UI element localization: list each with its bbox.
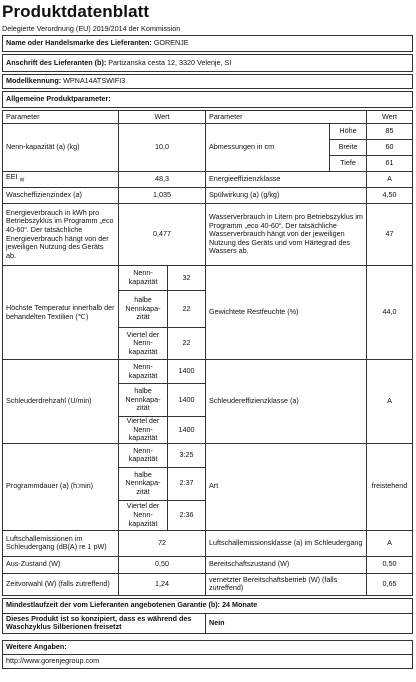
energy-consumption-label: Energieverbrauch in kWh pro Betriebszyklus im Programm „eco 40-60“. Der tatsächliche Energieverbrauch hängt von der jeweiligen Nutzung des Geräts ab. [3,204,119,266]
moisture-value: 44,0 [367,266,413,360]
guarantee-row [3,598,413,613]
regulation-subtitle: Delegierte Verordnung (EU) 2019/2014 der Kommission [2,24,181,33]
duration-quarter-label: Viertel der Nenn-kapazität [119,500,168,530]
standby-value: 0,50 [367,556,413,573]
energy-class-label: Energieeffizienzklasse [206,172,367,188]
silver-ions-label: Dieses Produkt ist so konzipiert, dass es während des Waschzyklus Silberionen freisetzt [3,613,206,633]
spin-half-value: 1400 [168,384,206,417]
washing-label: Wascheffizienzindex (a) [3,188,119,204]
eei-value: 48,3 [119,172,206,188]
consumption-row [3,204,413,266]
supplier-name-label: Name oder Handelsmarke des Lieferanten: [6,38,152,48]
depth-label: Tiefe [330,156,367,172]
general-heading: Allgemeine Produktparameter: [3,92,413,108]
height-label: Höhe [330,124,367,140]
max-temp-quarter-label: Viertel der Nenn-kapazität [119,328,168,360]
rinsing-value: 4,50 [367,188,413,204]
general-heading-row [3,92,413,108]
width-value: 60 [367,140,413,156]
spin-rated-label: Nenn-kapazität [119,360,168,384]
rinsing-label: Spülwirkung (a) (g/kg) [206,188,367,204]
noise-value: 72 [119,530,206,556]
delay-start-value: 1,24 [119,573,206,595]
model-row [3,75,413,89]
silver-ions-row [3,613,413,633]
noise-row [3,530,413,556]
further-info-link[interactable]: http://www.gorenjegroup.com [3,654,413,668]
spin-half-label: halbe Nennkapa-zität [119,384,168,417]
duration-rated-value: 3:25 [168,443,206,467]
duration-half-label: halbe Nennkapa-zität [119,467,168,500]
further-info-heading-row [3,640,413,654]
duration-label: Programmdauer (a) (h:min) [3,443,119,530]
guarantee-label: Mindestlaufzeit der vom Lieferanten angebotenen Garantie (b): [6,600,221,610]
col-param-right: Parameter [206,111,367,124]
max-temp-quarter-value: 22 [168,328,206,360]
guarantee-value: 24 Monate [222,600,258,610]
off-mode-row [3,556,413,573]
supplier-address-value: Partizanska cesta 12, 3320 Velenje, SI [108,57,232,67]
depth-value: 61 [367,156,413,172]
spin-class-label: Schleudereffizienzklasse (a) [206,360,367,444]
model-value: WPNA14ATSWIFI3 [63,76,126,86]
washing-row [3,188,413,204]
column-header-row [3,111,413,124]
further-info-row [3,654,413,668]
standby-label: Bereitschaftszustand (W) [206,556,367,573]
water-consumption-label: Wasserverbrauch in Litern pro Betriebszyklus im Programm „eco 40-60“. Der tatsächliche Wasserverbrauch hängt von der jeweiligen Nutzung des Geräts und vom Härtegrad des Wassers ab. [206,204,367,266]
delay-row [3,573,413,595]
eei-subscript: W [19,177,25,184]
duration-half-value: 2:37 [168,467,206,500]
spin-class-value: A [367,360,413,444]
col-value-left: Wert [119,111,206,124]
noise-label: Luftschallemissionen im Schleudergang (dB(A) re 1 pW) [3,530,119,556]
supplier-name-value: GORENJE [153,38,189,48]
max-temp-rated-label: Nenn-kapazität [119,266,168,291]
model-label: Modellkennung: [6,76,62,86]
dimensions-label: Abmessungen in cm [206,124,330,172]
off-mode-label: Aus-Zustand (W) [3,556,119,573]
max-temp-label: Höchste Temperatur innerhalb der behandelten Textilien (℃) [3,266,119,360]
further-info-label: Weitere Angaben: [3,640,413,654]
col-value-right: Wert [367,111,413,124]
duration-quarter-value: 2:36 [168,500,206,530]
max-temp-half-value: 22 [168,291,206,328]
supplier-name-row [3,36,413,52]
networked-standby-value: 0,65 [367,573,413,595]
max-temp-half-label: halbe Nennkapa-zität [119,291,168,328]
col-param-left: Parameter [3,111,119,124]
eei-label: EEI [6,172,18,182]
data-sheet-table [2,35,413,669]
noise-class-label: Luftschallemissionsklasse (a) im Schleudergang [206,530,367,556]
washing-value: 1,035 [119,188,206,204]
capacity-value: 10,0 [119,124,206,172]
water-consumption-value: 47 [367,204,413,266]
moisture-label: Gewichtete Restfeuchte (%) [206,266,367,360]
type-label: Art [206,443,367,530]
supplier-address-label: Anschrift des Lieferanten (b): [6,57,107,67]
noise-class-value: A [367,530,413,556]
capacity-label: Nenn-kapazität (a) (kg) [3,124,119,172]
height-value: 85 [367,124,413,140]
energy-consumption-value: 0,477 [119,204,206,266]
spin-label: Schleuderdrehzahl (U/min) [3,360,119,444]
page-title: Produktdatenblatt [2,2,150,21]
networked-standby-label: vernetzter Bereitschaftsbetrieb (W) (falls zutreffend) [206,573,367,595]
silver-ions-value: Nein [206,613,413,633]
spin-quarter-value: 1400 [168,417,206,444]
delay-start-label: Zeitvorwahl (W) (falls zutreffend) [3,573,119,595]
supplier-address-row [3,55,413,72]
off-mode-value: 0,50 [119,556,206,573]
energy-class-value: A [367,172,413,188]
spin-rated-value: 1400 [168,360,206,384]
type-value: freistehend [367,443,413,530]
duration-rated-label: Nenn-kapazität [119,443,168,467]
eei-row [3,172,413,188]
width-label: Breite [330,140,367,156]
max-temp-rated-value: 32 [168,266,206,291]
spin-quarter-label: Viertel der Nenn-kapazität [119,417,168,444]
